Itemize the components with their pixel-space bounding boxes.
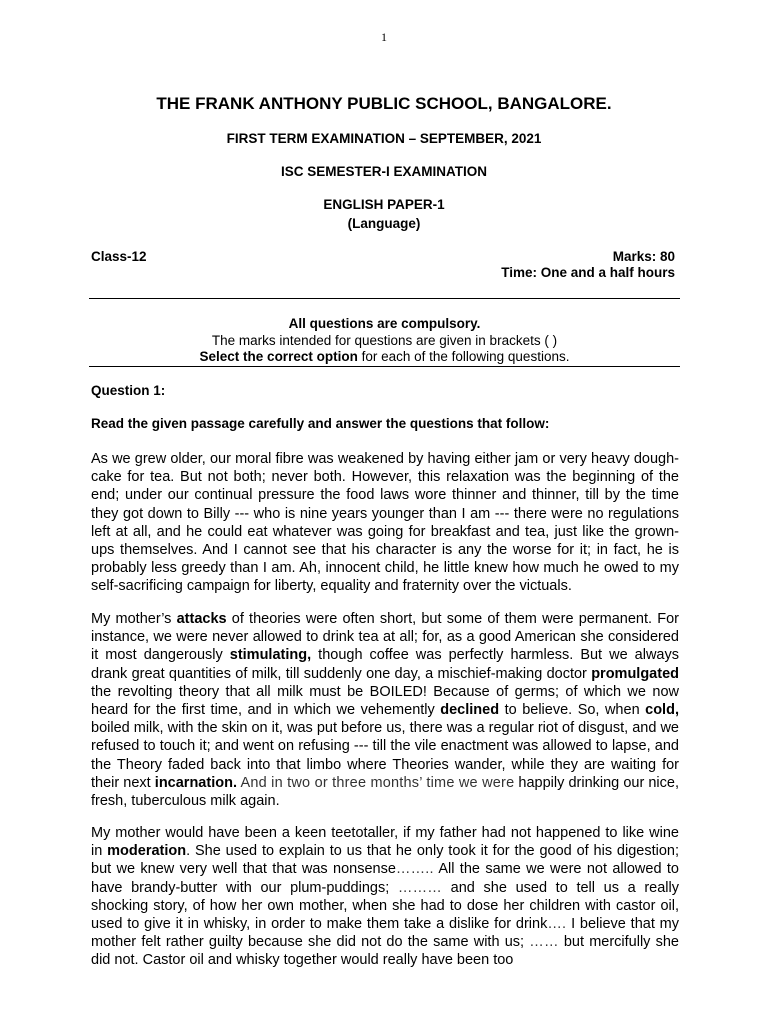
semester-title: ISC SEMESTER-I EXAMINATION bbox=[280, 164, 487, 179]
word-stimulating: stimulating, bbox=[229, 647, 312, 664]
passage-paragraph-2 bbox=[91, 610, 679, 810]
p3-text-1: My mother would have been a keen teetotaller, if my father had not happened to like wine in bbox=[91, 825, 679, 860]
p2-text-4: the revolting theory that all milk must be BOILED! Because of germs; of which we now heard for the first time, and in which we vehemently bbox=[91, 683, 679, 719]
p3-text-2: . She used to explain to us that he only took it for the good of his digestion; but we knew very well that that was nonsense bbox=[91, 843, 679, 878]
paper-subtitle: (Language) bbox=[347, 216, 421, 231]
p2-text-5: to believe. So, when bbox=[499, 702, 646, 719]
p2-text-2: of theories were often short, but some of them were permanent. For instance, we were never allowed to drink tea at all; for, as a good American she considered it most dangerously bbox=[91, 611, 679, 664]
select-option-rest: for each of the following questions. bbox=[357, 349, 570, 364]
bottom-divider bbox=[89, 366, 680, 367]
p2-text-6: boiled milk, with the skin on it, was put before us, there was a regular riot of disgust, and we refused to touch it; and went on refusing --- till the vile enactment was allowed to lapse, and the Theory faded back into that limbo where Theories wander, while they are waiting for their next bbox=[91, 720, 679, 791]
p3-ellipsis-2: ……… bbox=[397, 879, 443, 896]
word-declined: declined bbox=[440, 702, 500, 719]
school-name: THE FRANK ANTHONY PUBLIC SCHOOL, BANGALORE. bbox=[156, 94, 612, 113]
passage-paragraph-3 bbox=[91, 824, 679, 970]
p3-text-5: I believe that my mother felt rather guilty because she did not do the same with us; bbox=[91, 916, 680, 951]
p3-text-3: All the same we were not allowed to have brandy-butter with our plum-puddings; bbox=[91, 861, 679, 896]
page-number: 1 bbox=[381, 30, 387, 44]
word-cold: cold, bbox=[645, 702, 679, 719]
p2-text-3: though coffee was perfectly harmless. But we always drank great quantities of milk, till suddenly one day, a mischief-making doctor bbox=[91, 647, 680, 682]
p3-ellipsis-3: …. bbox=[547, 916, 567, 933]
time-label: Time: One and a half hours bbox=[501, 265, 675, 280]
word-moderation: moderation bbox=[107, 843, 187, 860]
marks-note: The marks intended for questions are given in brackets ( ) bbox=[211, 333, 558, 348]
p3-text-4: and she used to tell us a really shocking story, of how her own mother, when she had to dose her children with castor oil, used to give it in whisky, in order to make them take a dislike for drink bbox=[91, 879, 680, 933]
compulsory-note: All questions are compulsory. bbox=[288, 316, 481, 331]
exam-title: FIRST TERM EXAMINATION – SEPTEMBER, 2021 bbox=[226, 131, 542, 146]
p3-ellipsis-4: …… bbox=[529, 934, 559, 951]
select-option-note bbox=[89, 349, 680, 364]
marks-label: Marks: 80 bbox=[612, 249, 675, 264]
p2-text-7: And in two or three months’ time we were bbox=[236, 774, 515, 791]
p2-text-1: My mother’s bbox=[91, 611, 177, 627]
question-title: Question 1: bbox=[91, 383, 166, 398]
word-attacks: attacks bbox=[176, 611, 227, 627]
passage-paragraph-1: As we grew older, our moral fibre was weakened by having either jam or very heavy dough-cake for tea. But not both; never both. However, this relaxation was the beginning of the end; under our continual pressure the food laws wore thinner and thinner, till by the time they got down to Billy --- who is nine years younger than I am --- there were no regulations left at all, and he could eat whatever was going for breakfast and tea, just like the grown-ups themselves. And I cannot see that his character is any the worse for it; in fact, he is probably less greedy than I am. Ah, innocent child, he little knew how much he owed to my self-sacrificing campaign for liberty, equality and fraternity over the victuals. bbox=[91, 451, 679, 595]
question-intro: Read the given passage carefully and answer the questions that follow: bbox=[91, 416, 550, 431]
top-divider bbox=[89, 298, 680, 299]
select-option-bold: Select the correct option bbox=[199, 349, 358, 364]
p3-text-6: but mercifully she did not. Castor oil and whisky together would really have been too bbox=[91, 934, 679, 969]
word-promulgated: promulgated bbox=[591, 665, 679, 682]
class-label: Class-12 bbox=[91, 249, 147, 264]
p2-text-8: happily drinking our nice, fresh, tuberculous milk again. bbox=[91, 774, 680, 810]
word-incarnation: incarnation. bbox=[154, 774, 237, 791]
paper-title: ENGLISH PAPER-1 bbox=[323, 197, 445, 212]
p3-ellipsis-1: …….. bbox=[395, 861, 434, 878]
